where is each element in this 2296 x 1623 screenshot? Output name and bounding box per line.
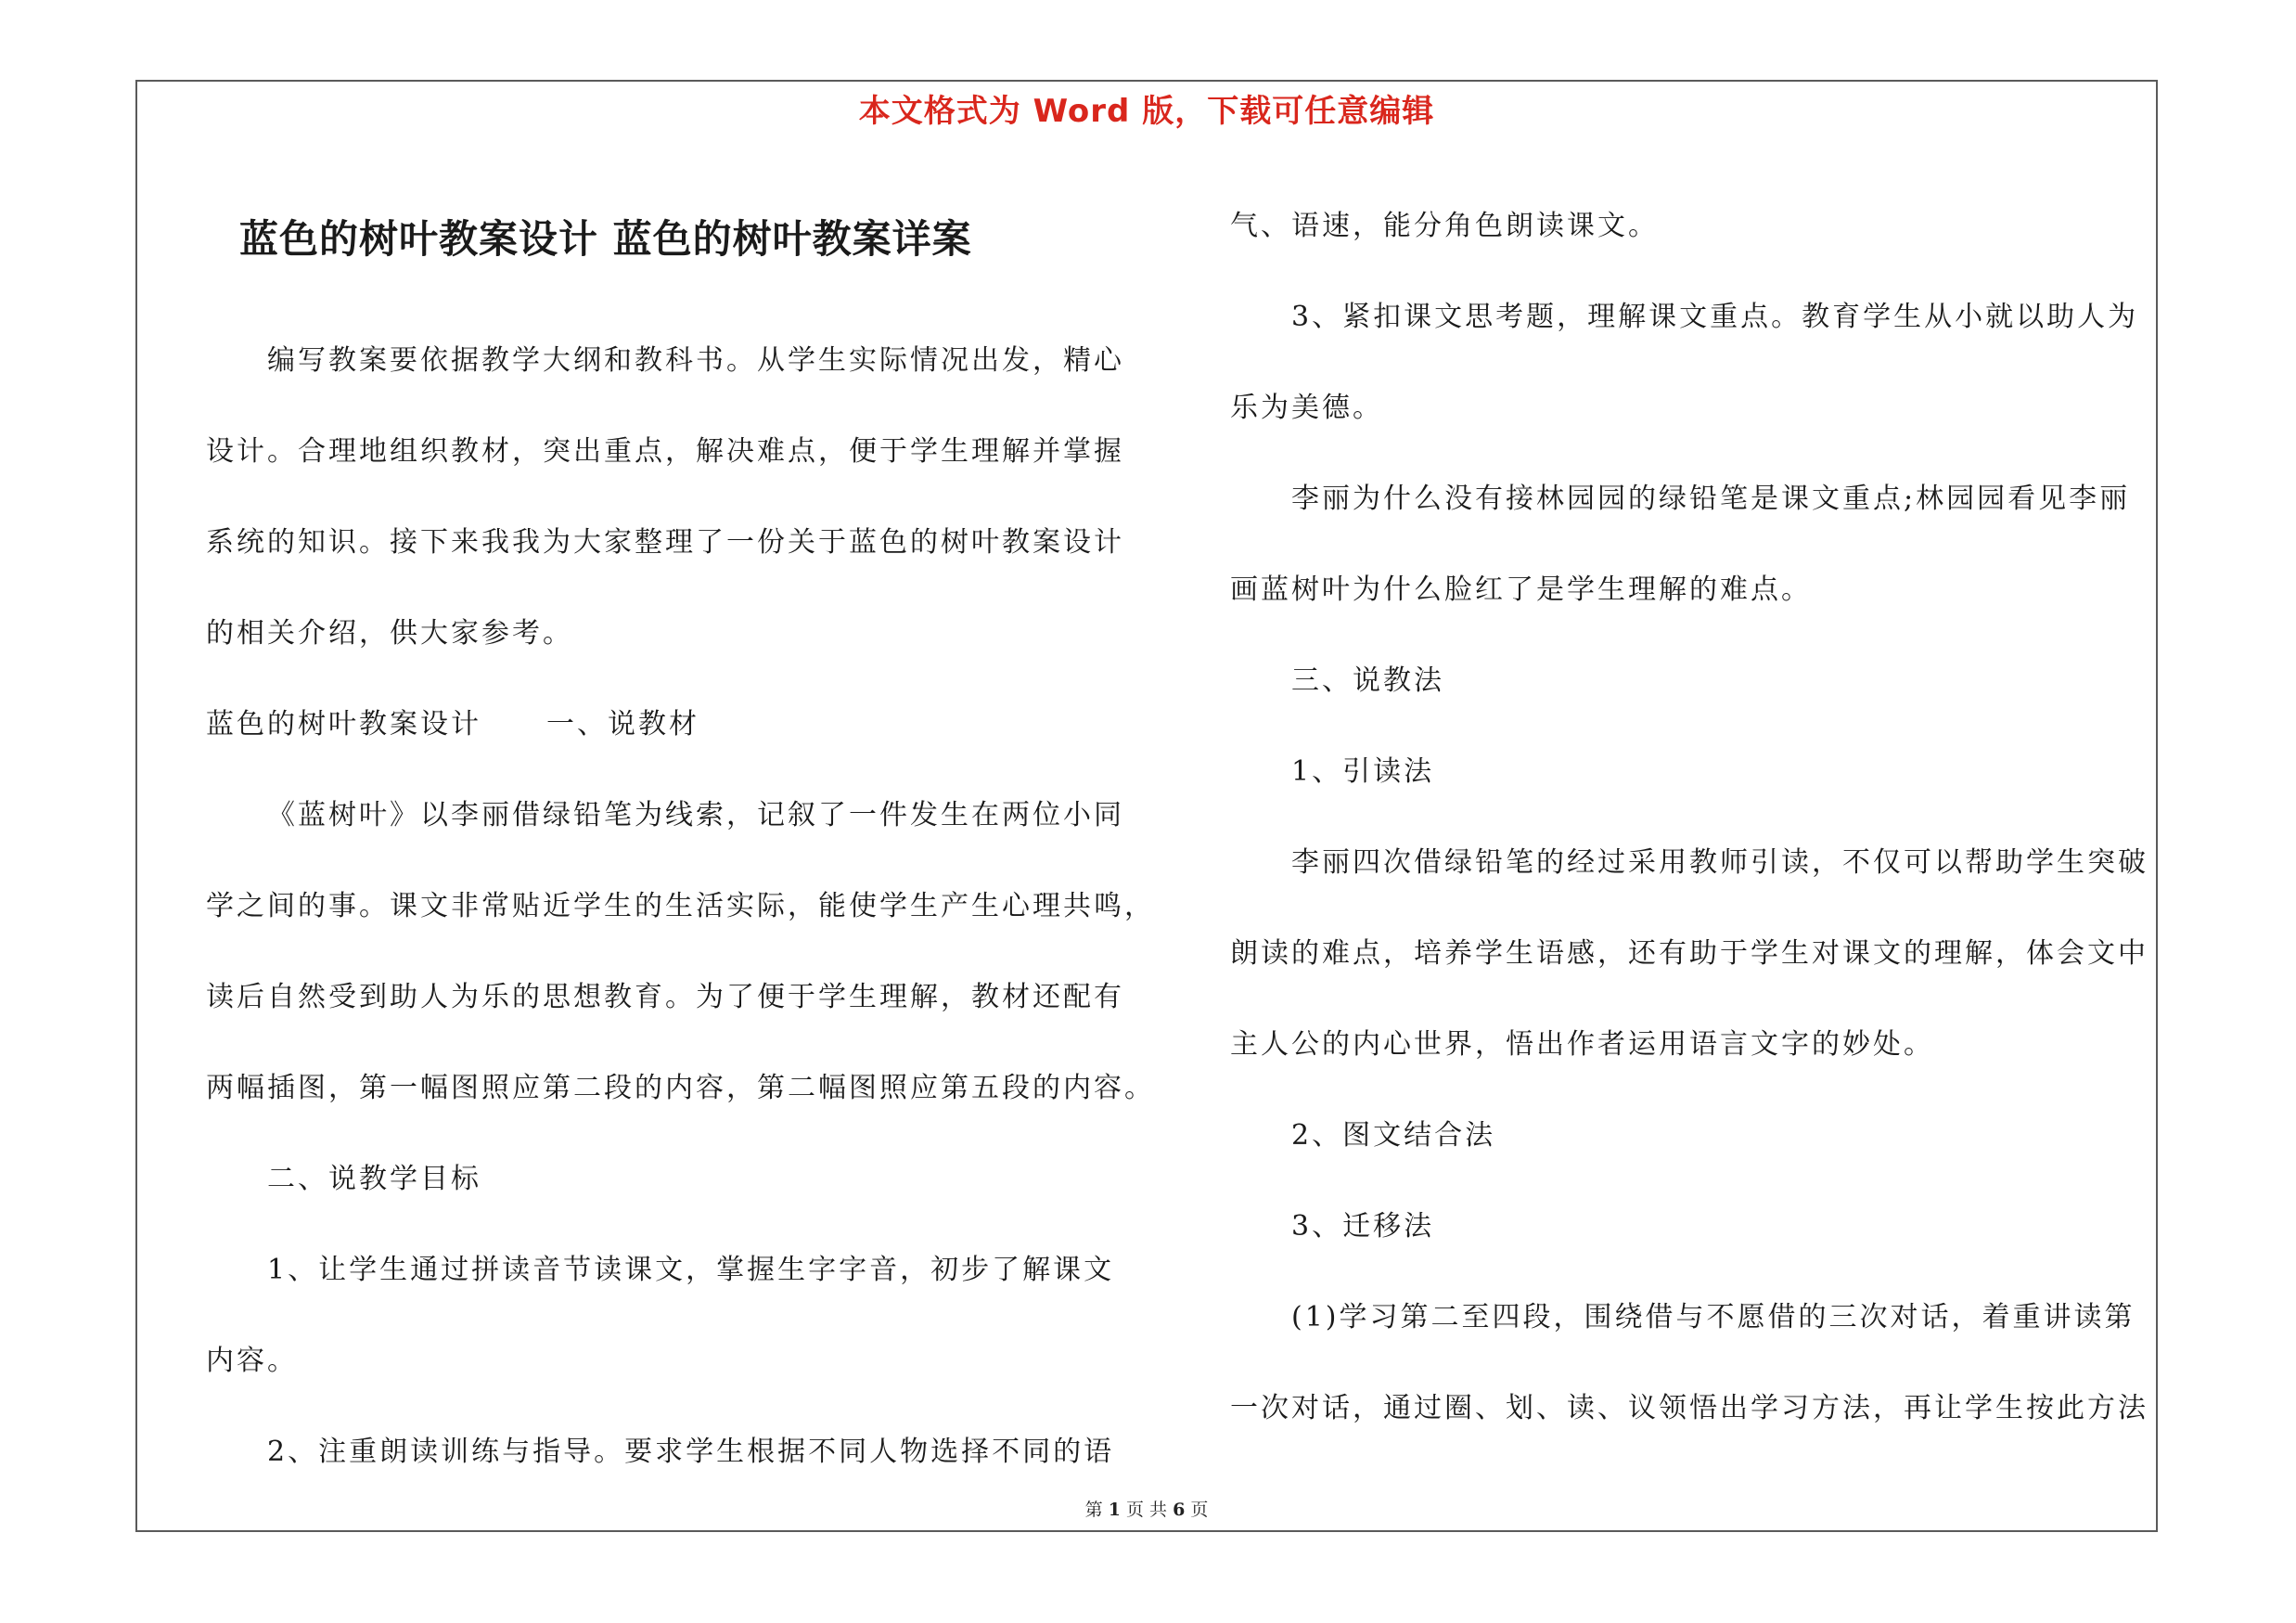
section-title: 蓝色的树叶教案设计 xyxy=(206,708,481,741)
paragraph-line: 《蓝树叶》以李丽借绿铅笔为线索，记叙了一件发生在两位小同 xyxy=(267,799,1124,831)
paragraph-line: 气、语速，能分角色朗读课文。 xyxy=(1230,210,1659,242)
page-footer xyxy=(135,1496,2158,1521)
paragraph-line: 李丽为什么没有接林园园的绿铅笔是课文重点;林园园看见李丽 xyxy=(1291,483,2131,515)
paragraph-line: 3、紧扣课文思考题，理解课文重点。教育学生从小就以助人为 xyxy=(1291,301,2139,333)
subsection-heading: 3、迁移法 xyxy=(1291,1210,1435,1243)
format-banner: 本文格式为 Word 版，下载可任意编辑 xyxy=(858,93,1435,130)
left-column xyxy=(206,316,1155,1498)
paragraph-line: 读后自然受到助人为乐的思想教育。为了便于学生理解，教材还配有 xyxy=(206,981,1124,1013)
section-heading-line xyxy=(206,679,1124,770)
paragraph-line: 设计。合理地组织教材，突出重点，解决难点，便于学生理解并掌握 xyxy=(206,435,1124,468)
paragraph-line: (1)学习第二至四段，围绕借与不愿借的三次对话，着重讲读第 xyxy=(1291,1301,2136,1333)
paragraph-line: 学之间的事。课文非常贴近学生的生活实际，能使学生产生心理共鸣， xyxy=(206,890,1155,922)
paragraph-line: 乐为美德。 xyxy=(1230,392,1383,424)
paragraph-line: 2、注重朗读训练与指导。要求学生根据不同人物选择不同的语 xyxy=(267,1436,1115,1468)
paragraph-line: 的相关介绍，供大家参考。 xyxy=(206,617,573,650)
subsection-heading: 1、引读法 xyxy=(1291,755,1435,788)
section-heading: 一、说教材 xyxy=(546,708,699,741)
paragraph-line: 朗读的难点，培养学生语感，还有助于学生对课文的理解，体会文中 xyxy=(1230,937,2148,970)
section-heading: 三、说教法 xyxy=(1291,664,1444,697)
section-heading: 二、说教学目标 xyxy=(267,1163,481,1195)
subsection-heading: 2、图文结合法 xyxy=(1291,1119,1496,1152)
paragraph-line: 主人公的内心世界，悟出作者运用语言文字的妙处。 xyxy=(1230,1028,1934,1061)
paragraph-line: 李丽四次借绿铅笔的经过采用教师引读，不仅可以帮助学生突破 xyxy=(1291,846,2148,879)
paragraph-line: 系统的知识。接下来我我为大家整理了一份关于蓝色的树叶教案设计 xyxy=(206,526,1124,559)
paragraph-line: 画蓝树叶为什么脸红了是学生理解的难点。 xyxy=(1230,573,1812,606)
document-title: 蓝色的树叶教案设计 蓝色的树叶教案详案 xyxy=(239,216,972,262)
paragraph-line: 两幅插图，第一幅图照应第二段的内容，第二幅图照应第五段的内容。 xyxy=(206,1072,1155,1104)
right-column xyxy=(1230,181,2148,1454)
paragraph-line: 编写教案要依据教学大纲和教科书。从学生实际情况出发，精心 xyxy=(267,344,1124,377)
paragraph-line: 一次对话，通过圈、划、读、议领悟出学习方法，再让学生按此方法 xyxy=(1230,1392,2148,1424)
paragraph-line: 1、让学生通过拼读音节读课文，掌握生字字音，初步了解课文 xyxy=(267,1254,1115,1286)
total-page-count: 6 xyxy=(1173,1500,1186,1520)
footer-suffix: 页 xyxy=(1190,1500,1209,1520)
current-page-number: 1 xyxy=(1108,1500,1121,1520)
footer-prefix: 第 xyxy=(1084,1500,1103,1520)
footer-middle: 页 共 xyxy=(1125,1500,1168,1520)
paragraph-line: 内容。 xyxy=(206,1345,298,1377)
